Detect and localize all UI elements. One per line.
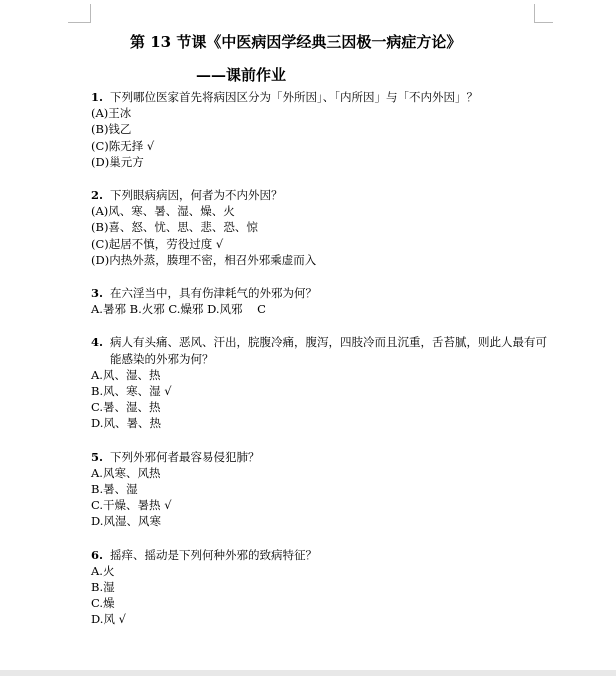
answer-option: D.风 √	[91, 612, 126, 627]
answer-option: (B)钱乙	[91, 122, 132, 137]
answer-option: D.风、暑、热	[91, 416, 161, 431]
answer-option: A.风寒、风热	[91, 465, 161, 480]
document-subtitle: ——课前作业	[196, 66, 287, 84]
question-number: 6.	[91, 547, 104, 562]
answer-option: (D)内热外蒸，腠理不密，相召外邪乘虚而入	[91, 252, 317, 267]
question-text: 下列眼病病因，何者为不内外因？	[110, 188, 283, 203]
question-number: 2.	[91, 188, 104, 203]
question-3	[91, 285, 551, 317]
question-text: 在六淫当中，具有伤津耗气的外邪为何？	[110, 286, 317, 301]
question-number: 4.	[91, 335, 104, 350]
answer-option: C.干燥、暑热 √	[91, 498, 172, 513]
answer-option: (C)起居不慎，劳役过度 √	[91, 236, 224, 251]
answer-option: (D)巢元方	[91, 154, 144, 169]
question-5	[91, 449, 551, 530]
question-list	[91, 89, 551, 645]
answer-option: A.暑邪 B.火邪 C.燥邪 D.风邪 C	[91, 302, 266, 317]
page-bottom-edge	[0, 670, 616, 676]
question-number: 3.	[91, 286, 104, 301]
answer-option: B.风、寒、湿 √	[91, 384, 172, 399]
question-text: 摇痒、摇动是下列何种外邪的致病特征？	[110, 547, 317, 562]
answer-option: C.燥	[91, 596, 115, 611]
margin-corner-top-right	[534, 4, 553, 23]
question-text: 下列哪位医家首先将病因区分为「外所因」、「内所因」与「不内外因」？	[110, 90, 478, 104]
answer-option: B.湿	[91, 580, 115, 595]
answer-option: C.暑、湿、热	[91, 400, 161, 415]
document-title-text: 第 13 节课《中医病因学经典三因极一病症方论》	[130, 33, 462, 51]
answer-option: (C)陈无择 √	[91, 138, 155, 153]
question-text: 下列外邪何者最容易侵犯肺？	[110, 449, 260, 464]
question-number: 5.	[91, 449, 104, 464]
answer-option: (A)风、寒、暑、湿、燥、火	[91, 204, 235, 219]
question-1	[91, 89, 551, 170]
answer-option: (A)王冰	[91, 106, 132, 121]
answer-option: B.暑、湿	[91, 482, 138, 497]
question-number: 1.	[91, 90, 104, 104]
answer-option: A.风、湿、热	[91, 367, 161, 382]
answer-option: (B)喜、怒、忧、思、悲、恐、惊	[91, 220, 258, 235]
answer-option: D.风湿、风寒	[91, 514, 161, 529]
question-4	[91, 334, 551, 431]
question-6	[91, 547, 551, 628]
question-2	[91, 187, 551, 268]
answer-option: A.火	[91, 563, 115, 578]
question-text: 病人有头痛、恶风、汗出，脘腹冷痛，腹泻，四肢冷而且沉重，舌苔腻，则此人最有可能感染的外邪为何？	[110, 335, 547, 366]
margin-corner-top-left	[68, 4, 91, 23]
